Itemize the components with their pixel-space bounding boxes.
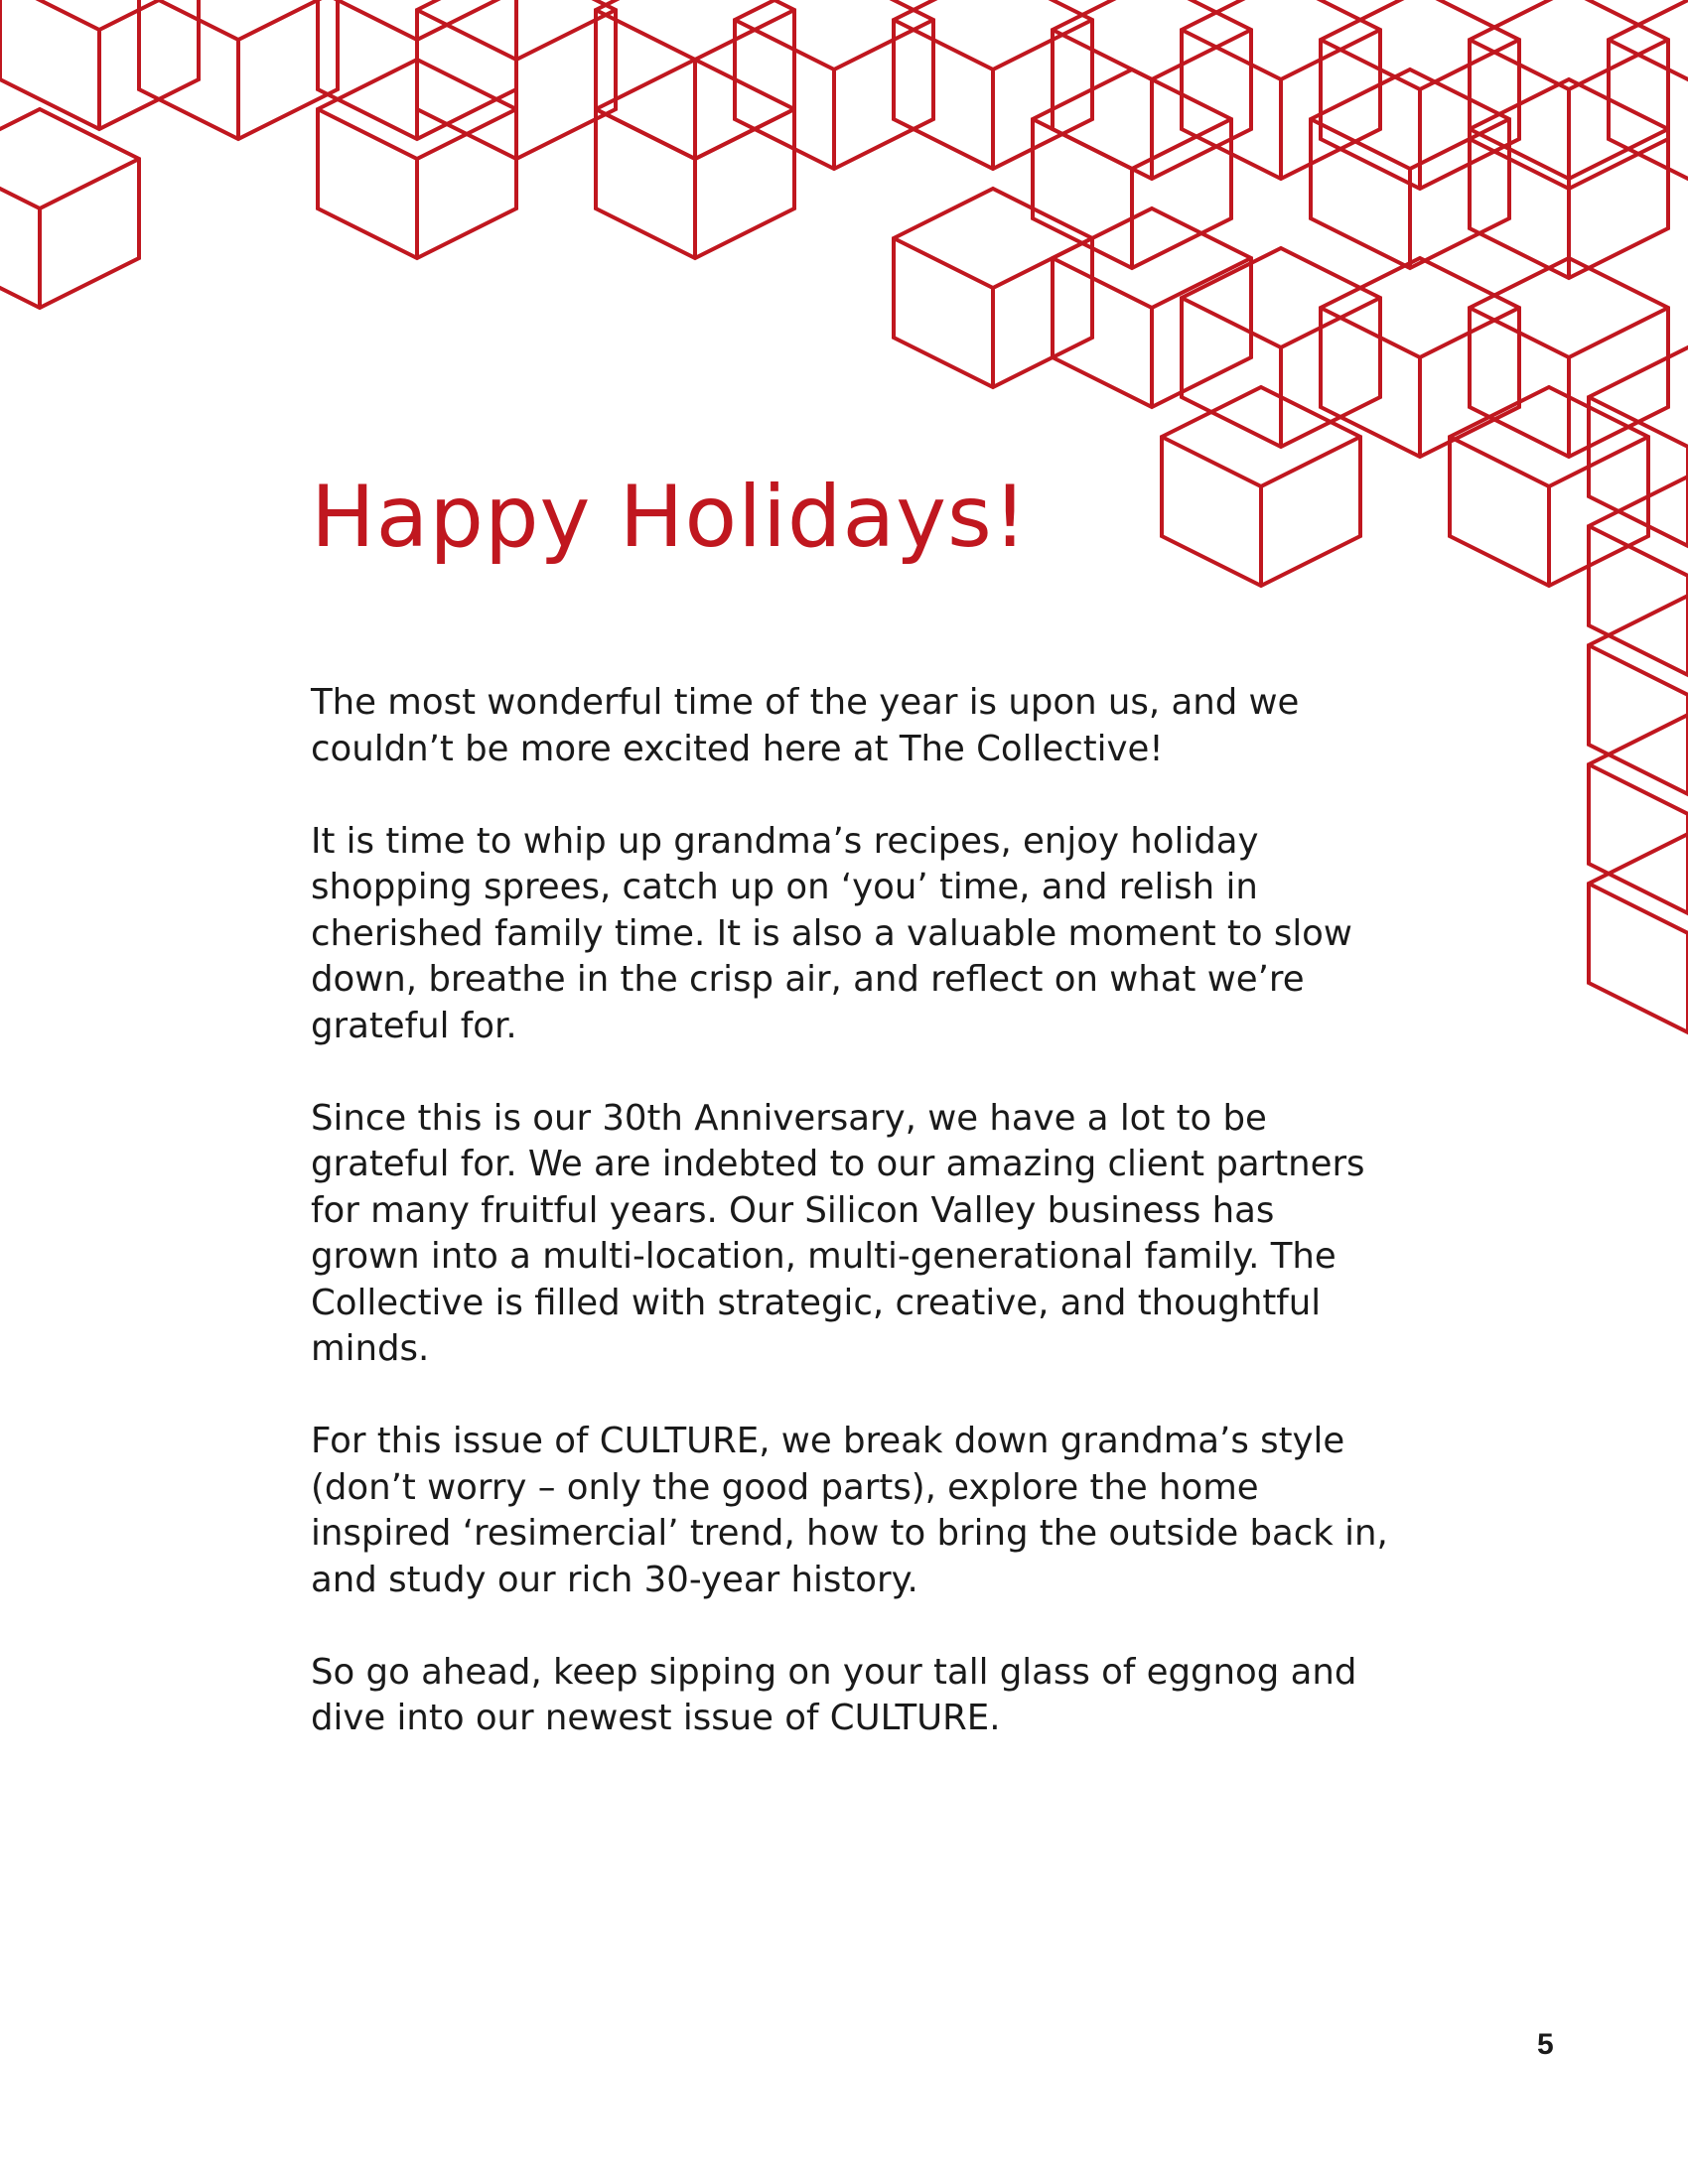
article-body (311, 680, 1393, 1788)
cube-outline (1450, 387, 1648, 586)
cube-outline (1609, 0, 1688, 189)
cube-outline (894, 189, 1092, 387)
page-number: 5 (1537, 2028, 1554, 2061)
cube-outline (1182, 248, 1380, 447)
cube-outline (1589, 596, 1688, 794)
paragraph: So go ahead, keep sipping on your tall glass of eggnog and dive into our newest issue of CULTURE. (311, 1651, 1357, 1738)
cube-outline (318, 60, 516, 258)
cube-outline (1470, 258, 1668, 457)
paragraph: It is time to whip up grandma’s recipes, enjoy holiday shopping sprees, catch up on ‘you’ time, and relish in cherished family time. It is also a valuable moment to slow down, breathe in the crisp air, and reflect on what we’re grateful for. (311, 820, 1352, 1046)
cube-outline (1033, 69, 1231, 268)
cube-outline (318, 0, 516, 139)
cube-outline (1321, 258, 1519, 457)
cube-outline (1589, 347, 1688, 546)
cube-outline (1470, 79, 1668, 278)
cube-outline (1321, 0, 1519, 189)
cube-outline (1589, 834, 1688, 1032)
paragraph: For this issue of CULTURE, we break down grandma’s style (don’t worry – only the good parts), explore the home inspired ‘resimercial’ trend, how to bring the outside back in, and study our rich 30-year history. (311, 1421, 1388, 1600)
cube-outline (596, 60, 794, 258)
cube-outline (1162, 387, 1360, 586)
cube-outline (1589, 715, 1688, 913)
cube-outline (894, 0, 1092, 169)
cube-outline (139, 0, 338, 139)
cube-outline (1053, 208, 1251, 407)
cube-outline (596, 0, 794, 159)
page-title: Happy Holidays! (311, 468, 1029, 567)
cube-outline (1589, 477, 1688, 675)
paragraph: Since this is our 30th Anniversary, we have a lot to be grateful for. We are indebted to our amazing client partners for many fruitful years. Our Silicon Valley business has grown into a multi-location, multi-generational family. The Collective is filled with strategic, creative, and thoughtful minds. (311, 1097, 1365, 1369)
cube-outline (1470, 0, 1668, 189)
cube-outline (417, 0, 616, 159)
cube-outline (0, 0, 199, 129)
cube-outline (735, 0, 933, 169)
cube-outline (0, 109, 139, 308)
cube-outline (1053, 0, 1251, 179)
paragraph: The most wonderful time of the year is upon us, and we couldn’t be more excited here at The Collective! (311, 682, 1300, 769)
cube-outline (1182, 0, 1380, 179)
cube-outline (1311, 69, 1509, 268)
